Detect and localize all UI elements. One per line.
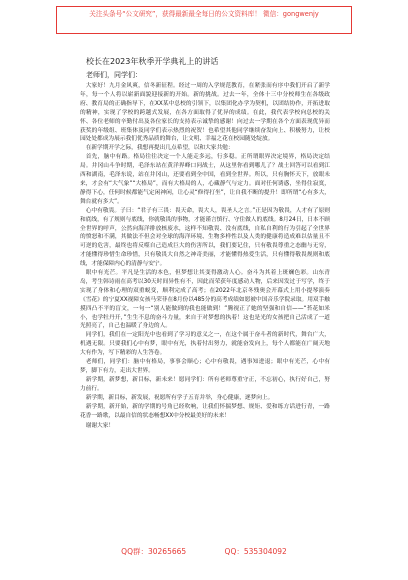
paragraph: 新学期，新梦想，新目标，新未来！愿同学们：所有老师尊重守正，不忘初心，执行好自己，努力前行。 [80, 376, 330, 392]
paragraph: 心中有敬畏。子曰：“君子有三畏：畏天命，畏大人，畏圣人之言。”正是因为敬畏，人才有了原则和底线，有了规则与底线，你就敬畏的事物，才能谨言慎行、守住做人的底线。8月24日，日本不顾全世界的呼声，公然向海洋排放核废水，这样不知敬畏、没有底线，自私自利的行为引起了全世界的愤怒和不满，其做法不但会对全球的海洋环境、生物多样性以及人类的健康将造成难以估量且不可逆的危害，最终也将反噬自己造成巨大的伤害所以，我们要记住，只有敬畏尊重之态幽与无穷，才能懂得珍惜生命珍惜，只有敬畏大自然之神奇美丽，才能懂得热爱生活，只有懂得敬畏规则和底线，才能保障内心的清静与安宁。 [80, 207, 330, 268]
closing-line: 谢谢大家！ [85, 423, 115, 430]
promo-banner-line1: 关注头条号“公文研究”，获得最新最全每日的公文资料库！ 微信：gongwenjy [89, 10, 319, 18]
paragraph: 在新学期开学之际，我想再提出几点希望，以和大家共勉： [85, 145, 234, 152]
paragraph: 新学期，新开始，新的学期的号角已经吹响，让我们怀揣梦想、规矩、爱和练方话进行青，一路花香一路歌，以最自信的状态畅想XX中分校最美好的未来！ [80, 403, 330, 419]
greeting: 老师们，同学们： [86, 71, 142, 79]
footer-contact [0, 546, 408, 557]
paragraph: 首先，脑中有路。格局往往决定一个人能走多远，行多稳。正所谓眼界决定境界，格局决定结局。井冈山斗争时期，毛泽东站在黄洋界峰口问战士，从这里你看到哪儿了？战士回答可以看到江西和湖南，毛泽东说，站在井冈山，还要看到全中国，看到全世界。所以，只有胸怀天下，放眼未来，才会有“大气象”“大格局”，而有大格局的人，心藏静气与定力。面对任何诱惑，坐得住寂寞，静得下心，任何时候都能气定闲神闲，让心灵“修得打坐”，让自我不断的提升！即所谓“心有多大，舞台就有多大”。 [80, 154, 330, 205]
paragraph: 老师们，同学们：脑中有格局，事事会顺心；心中有敬畏，遇事知进退；眼中有光芒，心中有梦，脚下有力，走出大世界。 [80, 359, 330, 374]
paragraph: 大家好！九月金风爽，信冬新征程。经过一周的入学规范教育，在紧张而有序中我们开启了新学年，每一个人将以崭新面貌迎接新的开始。新的挑战。过去一年，全体十三中分校师生在各级政府、教育局的正确指导下，在XX某中总校的引领下，以集团化办学为契机，以团结协作，开拓进取的精神，实现了学校的跨越式发展，在各方面取得了优异的成绩。在此，我代表学校向总校的关怀、各位老师的辛勤付出及各位家长的支持表示诚挚的感谢！向过去一学期在各个方面表现优异而获奖的年级组、班集体及同学们表示热烈的祝贺！也希望其他同学继续奋发向上、积极努力，让校园处处都成为展示我们优秀品质的舞台，让文明、幸福之花在校园随处绽放。 [80, 83, 330, 143]
paragraph: 新学期，新目标，新发展，祝愿所有学子五育并举，身心健康，逐梦向上。 [85, 394, 274, 401]
promo-banner [56, 6, 352, 34]
paragraph: 眼中有光芒。平凡是生活的本色，但梦想让其变得激动人心。奋斗为其着上斑斓色彩。山东青岛，考生韩诗雨在高考以30天时间异性有不，因此而荣获年度感动人物，后来因发过于写学，终于实现了身体和心理的双重蜕变，顺利完成了高考；在2022年北京冬残奥会开幕式上用小提琴演奏《雪花》的宁夏XX视障女孩马荣菲在8月份以485分的高考成绩如愿被中国音乐学院录取。用双手触摸四凸不平的盲文，一句一“别人能做到的我也能做到！”腾视正了她的坚强和自信——“苔花如米小，也学牡丹开，”生生不息的奋斗力量，来自于对梦想的执着！这也是光的女孩把自己活成了一道光照亮了，自己也温暖了身边的人。 [80, 270, 330, 330]
document-title: 校长在2023年秋季开学典礼上的讲话 [86, 57, 219, 66]
document-body [80, 82, 330, 431]
footer-qq: QQ：535304092 [224, 547, 287, 556]
paragraph: 同学们，我们在一定阳光中也看到了学习的意义之一，在这个属于奋斗者的新时代，舞台广大，机遇无限。只要我们心中有梦，眼中有光，执着付出努力，就能奋发向上，每个人都能在广阔天地大有作为，写下精彩的人生答卷。 [80, 332, 330, 357]
footer-qq-group: QQ群：30265665 [121, 547, 187, 556]
